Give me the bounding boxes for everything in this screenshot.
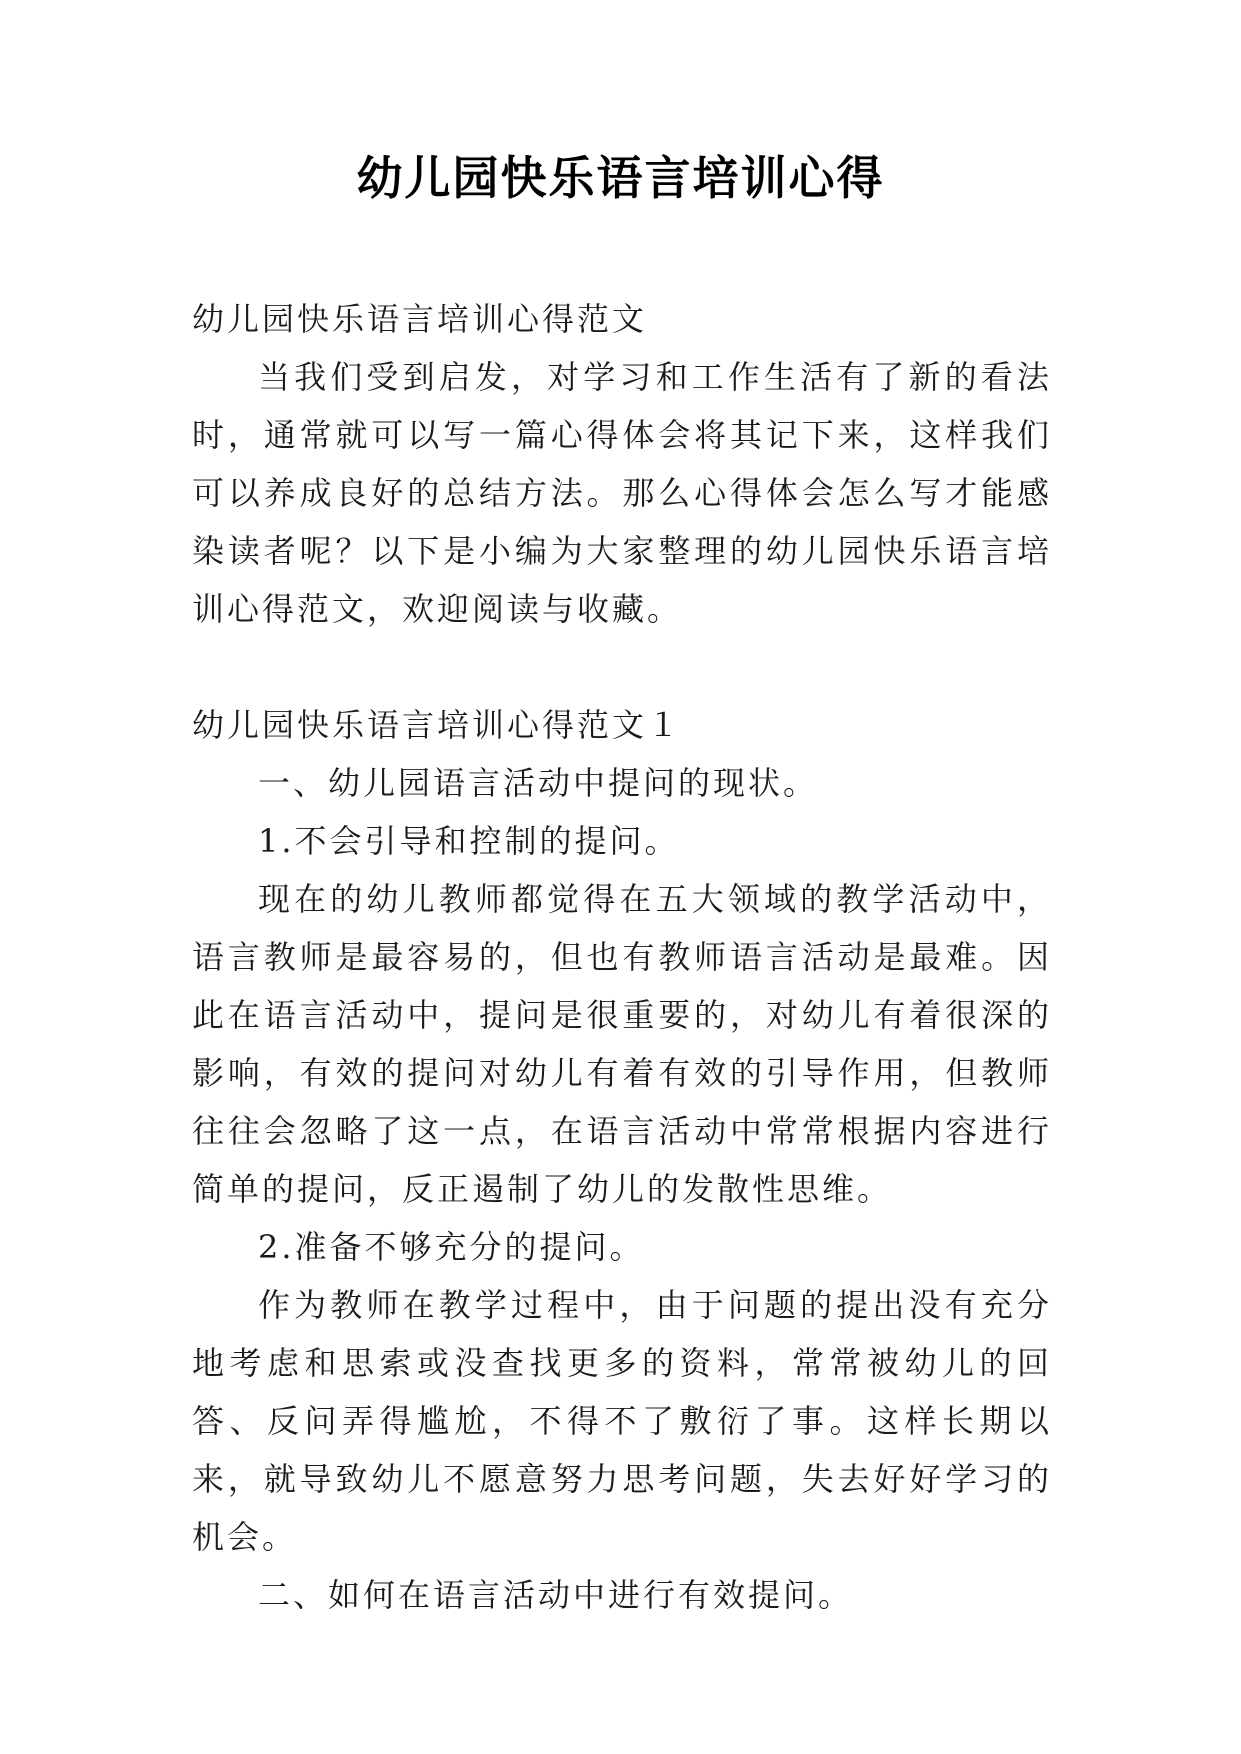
part1-heading: 一、幼儿园语言活动中提问的现状。 — [258, 764, 819, 802]
point1-paragraph: 现在的幼儿教师都觉得在五大领域的教学活动中，语言教师是最容易的，但也有教师语言活动是最难。因此在语言活动中，提问是很重要的，对幼儿有着很深的影响，有效的提问对幼儿有着有效的引导作用，但教师往往会忽略了这一点，在语言活动中常常根据内容进行简单的提问，反正遏制了幼儿的发散性思维。 — [192, 880, 1052, 1208]
section1-heading: 幼儿园快乐语言培训心得范文１ — [192, 706, 683, 744]
point2-heading: 2.准备不够充分的提问。 — [258, 1228, 645, 1266]
part2-heading: 二、如何在语言活动中进行有效提问。 — [258, 1576, 854, 1614]
document-body — [192, 290, 1052, 1624]
intro-paragraph: 当我们受到启发，对学习和工作生活有了新的看法时，通常就可以写一篇心得体会将其记下来，这样我们可以养成良好的总结方法。那么心得体会怎么写才能感染读者呢？以下是小编为大家整理的幼儿园快乐语言培训心得范文，欢迎阅读与收藏。 — [192, 358, 1052, 628]
intro-heading: 幼儿园快乐语言培训心得范文 — [192, 300, 648, 338]
point2-paragraph: 作为教师在教学过程中，由于问题的提出没有充分地考虑和思索或没查找更多的资料，常常被幼儿的回答、反问弄得尴尬，不得不了敷衍了事。这样长期以来，就导致幼儿不愿意努力思考问题，失去好好学习的机会。 — [192, 1286, 1052, 1556]
document-title: 幼儿园快乐语言培训心得 — [356, 151, 885, 205]
section-spacer — [192, 638, 1052, 696]
point1-heading: 1.不会引导和控制的提问。 — [258, 822, 680, 860]
